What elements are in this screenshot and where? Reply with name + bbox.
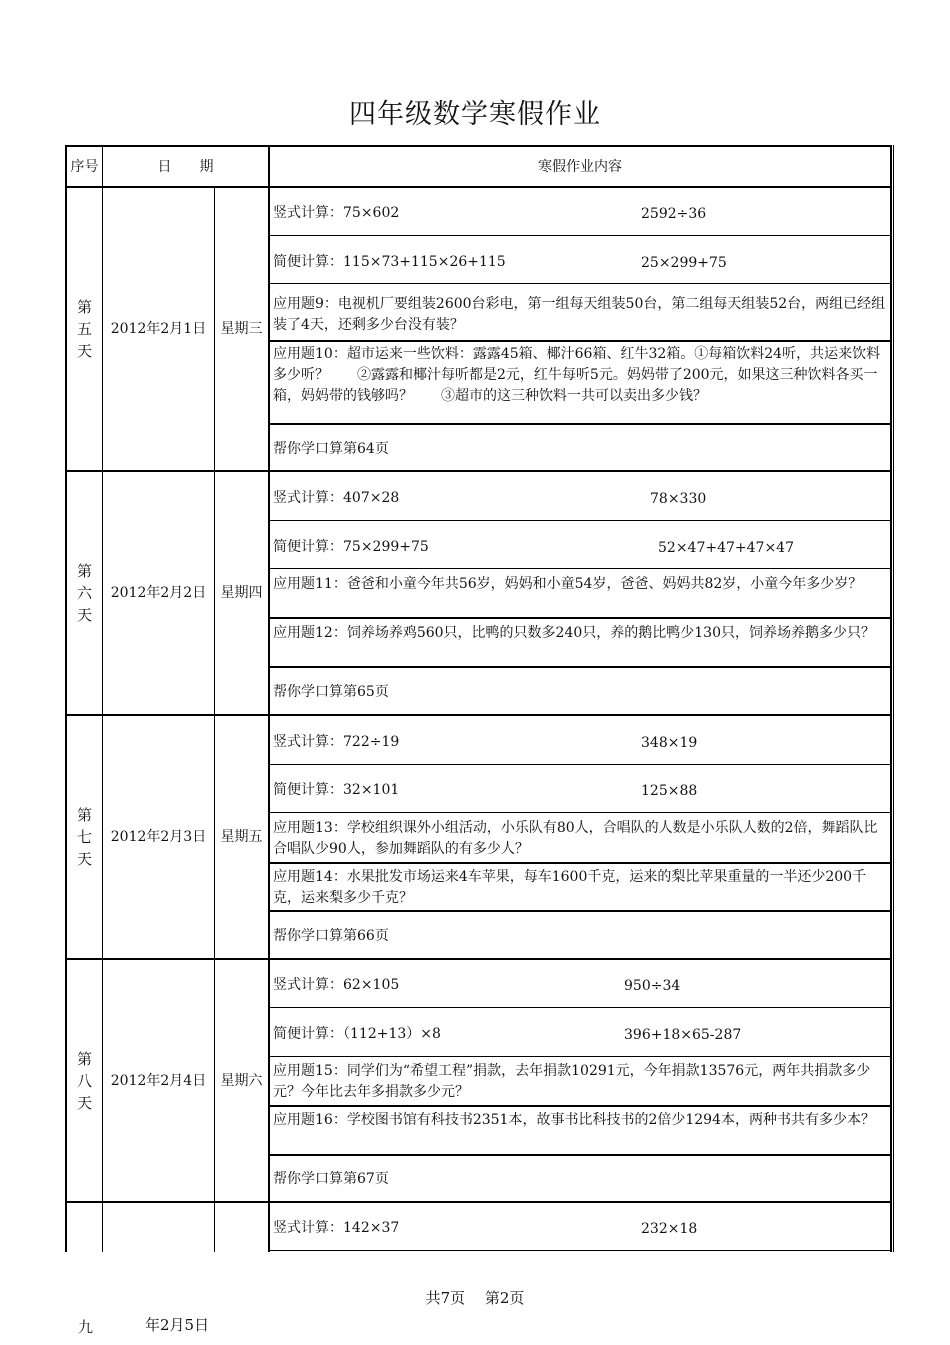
day-date: 2012年2月4日 xyxy=(110,1072,207,1089)
task-extra: 232×18 xyxy=(641,1221,698,1237)
day-weekday: 星期五 xyxy=(220,829,263,845)
day-weekday: 星期六 xyxy=(220,1072,263,1089)
task-extra: 2592÷36 xyxy=(641,206,707,222)
task-row: 简便计算：（112+13）×8 xyxy=(273,1026,441,1042)
task-extra: 396+18×65-287 xyxy=(624,1027,742,1043)
task-row: 应用题16：学校图书馆有科技书2351本，故事书比科技书的2倍少1294本，两种书共有多少本？ xyxy=(273,1112,875,1128)
header-seq: 序号 xyxy=(70,158,99,175)
task-row: 应用题15：同学们为“希望工程”捐款，去年捐款10291元，今年捐款13576元，两年共捐款多少元？今年比去年多捐款多少元？ xyxy=(273,1063,871,1100)
task-row: 应用题11：爸爸和小童今年共56岁，妈妈和小童54岁，爸爸、妈妈共82岁，小童今年多少岁？ xyxy=(273,576,863,592)
day-date: 2012年2月2日 xyxy=(110,585,207,601)
day-weekday: 星期三 xyxy=(220,321,263,337)
task-row: 应用题14：水果批发市场运来4车苹果，每车1600千克，运来的梨比苹果重量的一半还少200千克，运来梨多少千克？ xyxy=(273,869,867,906)
day-date: 2012年2月3日 xyxy=(110,829,207,845)
day-seq: 第 八 天 xyxy=(76,1049,92,1112)
task-row: 竖式计算：75×602 xyxy=(273,205,400,221)
task-row: 应用题13：学校组织课外小组活动，小乐队有80人，合唱队的人数是小乐队人数的2倍，舞蹈队比合唱队少90人，参加舞蹈队的有多少人？ xyxy=(273,820,878,857)
page-title: 四年级数学寒假作业 xyxy=(349,99,601,130)
task-row: 竖式计算：62×105 xyxy=(273,977,400,993)
day-weekday: 星期四 xyxy=(220,585,263,601)
task-row: 帮你学口算第67页 xyxy=(273,1171,389,1187)
task-extra: 348×19 xyxy=(641,735,698,751)
task-extra: 78×330 xyxy=(650,491,707,507)
task-row: 竖式计算：722÷19 xyxy=(273,734,400,750)
task-row: 竖式计算：407×28 xyxy=(273,490,400,506)
task-extra: 125×88 xyxy=(641,783,698,799)
day-seq: 第 六 天 xyxy=(76,562,92,624)
day-seq: 第 七 天 xyxy=(76,806,92,868)
task-row: 简便计算：32×101 xyxy=(273,782,400,798)
day-date: 2012年2月1日 xyxy=(110,321,207,337)
task-row: 应用题9：电视机厂要组装2600台彩电，第一组每天组装50台，第二组每天组装52台，两组已经组装了4天，还剩多少台没有装？ xyxy=(273,296,886,333)
page-footer: 共7页 第2页 xyxy=(425,1289,525,1307)
header-date: 日 期 xyxy=(157,158,214,175)
task-row: 竖式计算：142×37 xyxy=(273,1220,400,1236)
bottom-seq-fragment: 九 xyxy=(78,1318,94,1336)
task-row: 应用题10：超市运来一些饮料：露露45箱、椰汁66箱、红牛32箱。①每箱饮料24听，共运来饮料多少听？ ②露露和椰汁每听都是2元，红牛每听5元。妈妈带了200元，如果这三种饮料各买一箱，妈妈带的钱够吗？ ③超市的这三种饮料一共可以卖出多少钱？ xyxy=(273,346,881,404)
task-row: 简便计算：75×299+75 xyxy=(273,539,429,555)
bottom-date-fragment: 年2月5日 xyxy=(145,1316,210,1334)
task-row: 应用题12：饲养场养鸡560只，比鸭的只数多240只，养的鹅比鸭少130只，饲养场养鹅多少只？ xyxy=(273,625,875,641)
task-extra: 52×47+47+47×47 xyxy=(658,540,794,556)
header-content: 寒假作业内容 xyxy=(538,158,622,175)
task-extra: 25×299+75 xyxy=(641,255,727,271)
task-row: 帮你学口算第65页 xyxy=(273,684,389,700)
day-seq: 第 五 天 xyxy=(76,298,92,360)
task-row: 简便计算：115×73+115×26+115 xyxy=(273,254,506,270)
task-row: 帮你学口算第64页 xyxy=(273,441,389,457)
task-extra: 950÷34 xyxy=(624,978,681,994)
task-row: 帮你学口算第66页 xyxy=(273,928,389,944)
